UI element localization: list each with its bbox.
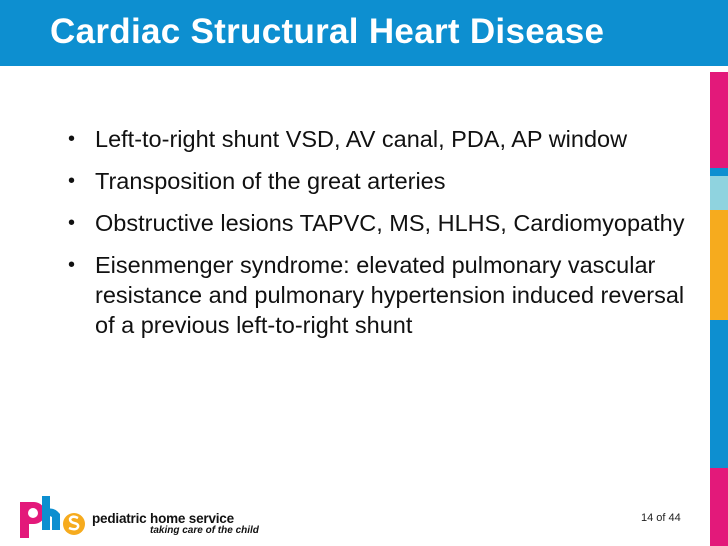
title-bar (0, 0, 728, 66)
bullet-item (68, 124, 708, 154)
bullet-symbol: • (68, 170, 76, 192)
slide-content (68, 124, 708, 352)
bullet-text: Transposition of the great arteries (95, 168, 446, 194)
slide-title: Cardiac Structural Heart Disease (50, 12, 605, 51)
bullet-symbol: • (68, 212, 76, 234)
logo-company-name: pediatric home service (92, 511, 234, 526)
bullet-symbol: • (68, 254, 76, 276)
bullet-item (68, 208, 708, 238)
bullet-list (68, 124, 708, 340)
bullet-text: Eisenmenger syndrome: elevated pulmonary vascular resistance and pulmonary hypertension induced reversal of a previous left-to-right shunt (95, 252, 685, 338)
page-number: 14 of 44 (641, 512, 681, 524)
bullet-item (68, 250, 708, 340)
stripe-light-blue (710, 176, 728, 210)
logo-tagline: taking care of the child (150, 525, 259, 536)
bullet-text: Obstructive lesions TAPVC, MS, HLHS, Cardiomyopathy (95, 210, 685, 236)
bullet-text: Left-to-right shunt VSD, AV canal, PDA, AP window (95, 126, 628, 152)
bullet-symbol: • (68, 128, 76, 150)
stripe-blue-2 (710, 320, 728, 468)
company-logo (18, 488, 268, 540)
stripe-magenta (710, 72, 728, 168)
stripe-magenta-2 (710, 468, 728, 546)
bullet-item (68, 166, 708, 196)
stripe-orange (710, 210, 728, 320)
phs-logo-mark-icon (18, 496, 90, 540)
stripe-blue (710, 168, 728, 176)
